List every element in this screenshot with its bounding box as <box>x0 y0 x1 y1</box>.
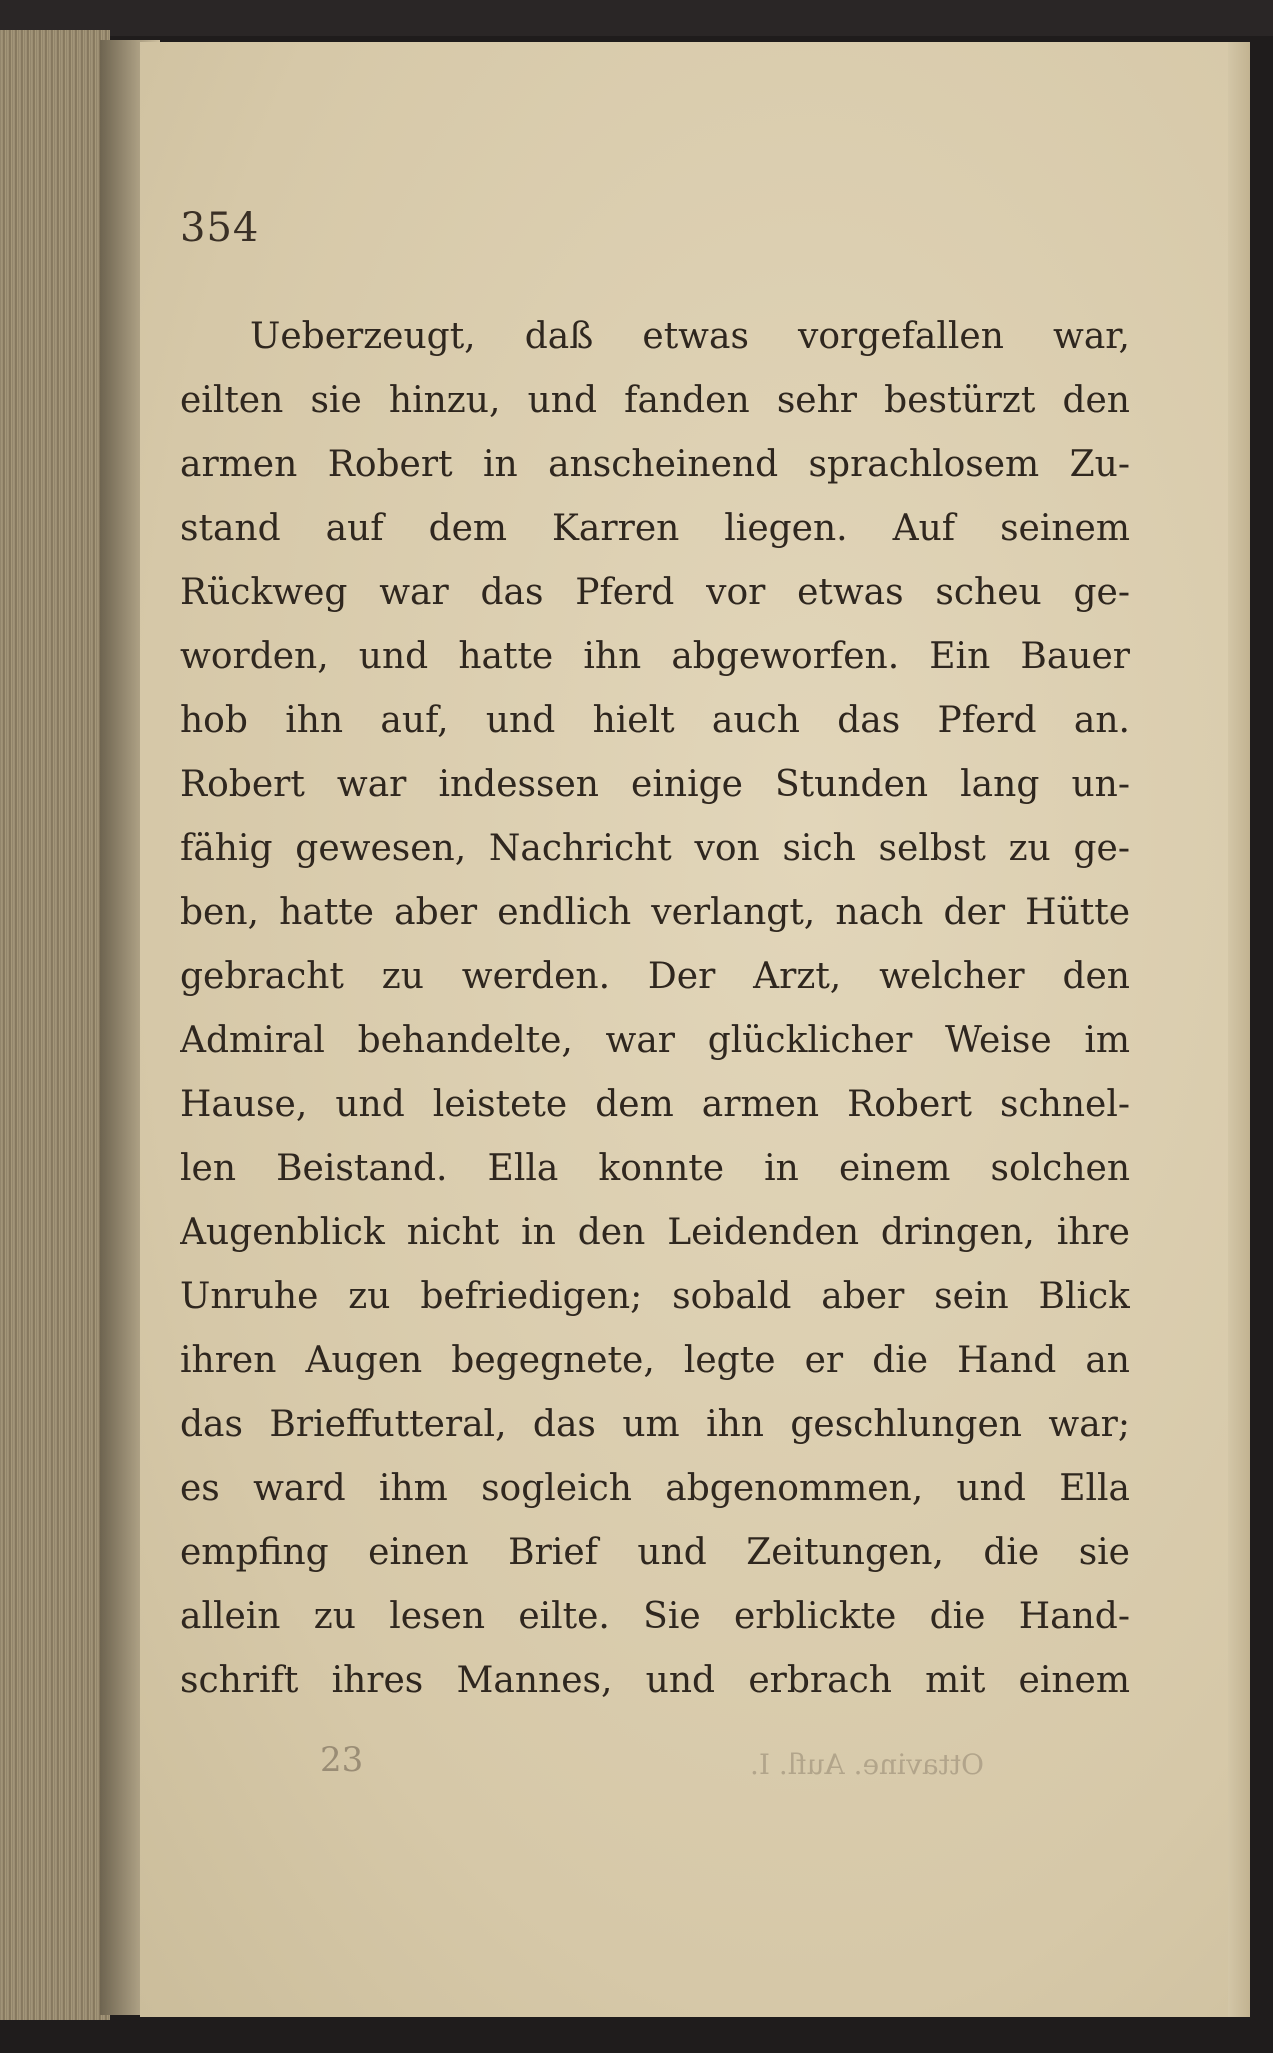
text-line: Augenblick nicht in den Leidenden dringen, ihre <box>180 1212 1130 1253</box>
text-line: Admiral behandelte, war glücklicher Weise im <box>180 1020 1130 1061</box>
text-line: ihren Augen begegnete, legte er die Hand an <box>180 1340 1130 1381</box>
page-right-edge <box>1228 42 1250 2017</box>
text-line: eilten sie hinzu, und fanden sehr bestürzt den <box>180 380 1130 421</box>
text-line: Ueberzeugt, daß etwas vorgefallen war, <box>250 316 1130 357</box>
bleed-through-text: Ottavine. Aufl. I. <box>750 1748 985 1781</box>
page-number: 354 <box>180 205 260 251</box>
printer-signature: 23 <box>320 1740 364 1780</box>
text-line: gebracht zu werden. Der Arzt, welcher den <box>180 956 1130 997</box>
text-line: Robert war indessen einige Stunden lang un- <box>180 764 1130 805</box>
text-line: schrift ihres Mannes, und erbrach mit einem <box>180 1660 1130 1701</box>
text-line: empfing einen Brief und Zeitungen, die sie <box>180 1532 1130 1573</box>
text-line: hob ihn auf, und hielt auch das Pferd an. <box>180 700 1130 741</box>
text-line: ben, hatte aber endlich verlangt, nach der Hütte <box>180 892 1130 933</box>
text-line: worden, und hatte ihn abgeworfen. Ein Bauer <box>180 636 1130 677</box>
scan-top-edge <box>0 0 1273 36</box>
text-line: allein zu lesen eilte. Sie erblickte die Hand- <box>180 1596 1130 1637</box>
text-line: fähig gewesen, Nachricht von sich selbst zu ge- <box>180 828 1130 869</box>
book-page-edges <box>0 30 110 2020</box>
text-line: stand auf dem Karren liegen. Auf seinem <box>180 508 1130 549</box>
text-line: Unruhe zu befriedigen; sobald aber sein Blick <box>180 1276 1130 1317</box>
text-line: Rückweg war das Pferd vor etwas scheu ge- <box>180 572 1130 613</box>
text-line: Hause, und leistete dem armen Robert schnel- <box>180 1084 1130 1125</box>
text-line: es ward ihm sogleich abgenommen, und Ella <box>180 1468 1130 1509</box>
text-line: armen Robert in anscheinend sprachlosem Zu- <box>180 444 1130 485</box>
body-text <box>180 305 1130 1713</box>
text-line: len Beistand. Ella konnte in einem solchen <box>180 1148 1130 1189</box>
text-line: das Brieffutteral, das um ihn geschlungen war; <box>180 1404 1130 1445</box>
